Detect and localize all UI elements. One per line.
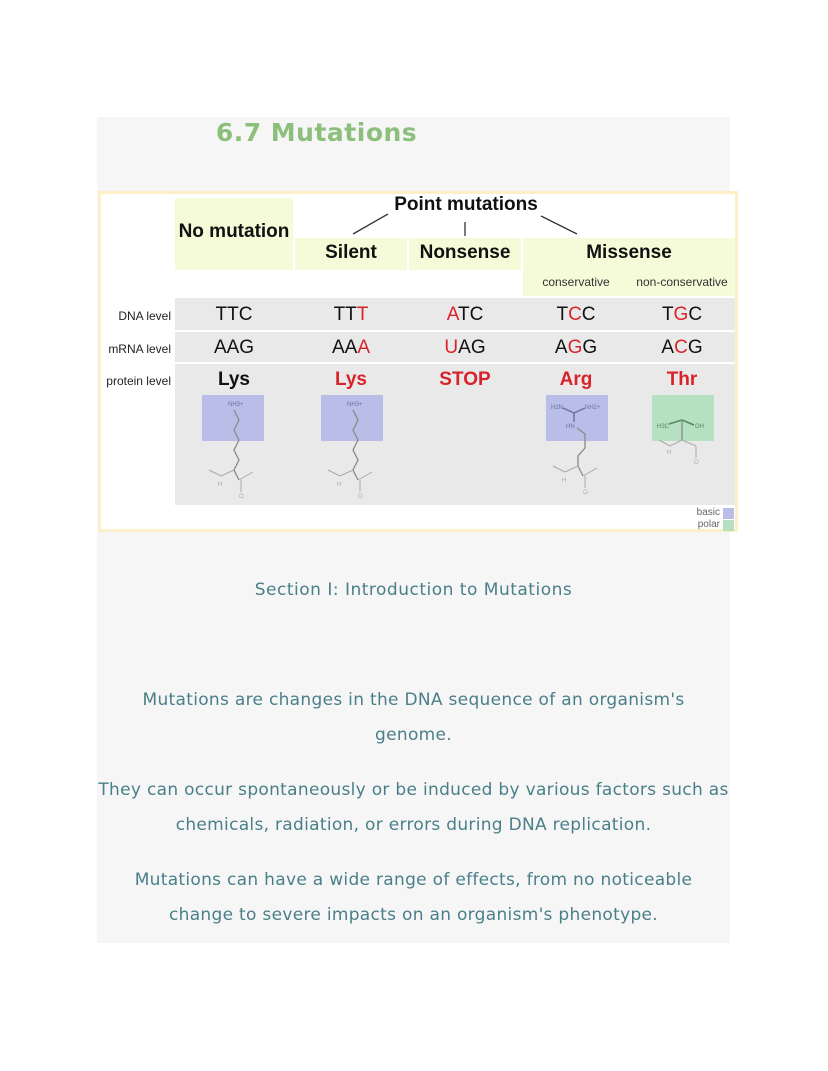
svg-text:O: O	[583, 490, 588, 496]
mrna-cell-conservative: AGG	[554, 337, 598, 358]
protein-cell-silent: Lys	[334, 369, 368, 390]
protein-cell-no-mutation: Lys	[217, 369, 251, 390]
svg-text:H: H	[562, 478, 567, 484]
legend-polar-label: polar	[697, 519, 720, 530]
paragraph-causes: They can occur spontaneously or be induced by various factors such as chemicals, radiation, or errors during DNA replication.	[98, 780, 729, 835]
svg-text:NH3+: NH3+	[347, 402, 363, 408]
mrna-cell-nonsense: UAG	[444, 337, 486, 358]
row-divider	[175, 362, 735, 364]
header-point-mutations: Point mutations	[394, 194, 538, 215]
subheader-conservative: conservative	[542, 275, 610, 289]
row-divider	[175, 330, 735, 332]
svg-text:H: H	[667, 450, 672, 456]
mutation-types-figure	[98, 191, 738, 532]
legend-basic-label: basic	[696, 507, 720, 518]
lysine-structure-icon	[320, 394, 384, 499]
mrna-cell-no-mutation: AAG	[213, 337, 255, 358]
protein-cell-non-conservative: Thr	[666, 369, 698, 390]
dna-cell-non-conservative: TGC	[661, 304, 703, 325]
dna-cell-conservative: TCC	[556, 304, 596, 325]
legend-polar-swatch	[723, 520, 734, 531]
row-label-mrna: mRNA level	[108, 342, 171, 356]
svg-text:H2N: H2N	[551, 405, 564, 411]
mrna-cell-non-conservative: ACG	[661, 337, 703, 358]
legend-basic-swatch	[723, 508, 734, 519]
lysine-structure-icon	[201, 394, 265, 499]
page-title: 6.7 Mutations	[215, 118, 418, 147]
header-silent: Silent	[325, 242, 377, 263]
row-label-dna: DNA level	[118, 309, 171, 323]
svg-text:O: O	[358, 494, 363, 499]
svg-text:H: H	[218, 482, 223, 488]
svg-text:O: O	[694, 460, 699, 466]
row-label-protein: protein level	[106, 374, 171, 388]
svg-text:H3C: H3C	[657, 424, 670, 430]
dna-cell-silent: TTT	[333, 304, 369, 325]
paragraph-effects: Mutations can have a wide range of effects, from no noticeable change to severe impacts on an organism's phenotype.	[134, 870, 693, 925]
header-nonsense: Nonsense	[419, 242, 511, 263]
svg-text:O: O	[239, 494, 244, 499]
svg-text:HN: HN	[566, 424, 575, 430]
svg-text:H: H	[337, 482, 342, 488]
branch-connector-lines	[341, 208, 671, 240]
header-missense: Missense	[586, 242, 672, 263]
threonine-structure-icon	[651, 394, 721, 474]
dna-cell-no-mutation: TTC	[215, 304, 253, 325]
protein-cell-nonsense: STOP	[439, 369, 491, 390]
protein-cell-conservative: Arg	[559, 369, 593, 390]
dna-cell-nonsense: ATC	[446, 304, 484, 325]
section-title: Section I: Introduction to Mutations	[254, 580, 573, 600]
svg-text:NH3+: NH3+	[228, 402, 244, 408]
arginine-structure-icon	[545, 394, 615, 499]
subheader-non-conservative: non-conservative	[636, 275, 728, 289]
header-no-mutation: No mutation	[178, 221, 290, 242]
svg-text:OH: OH	[695, 424, 704, 430]
svg-text:NH2+: NH2+	[585, 405, 601, 411]
paragraph-definition: Mutations are changes in the DNA sequence of an organism's genome.	[142, 690, 685, 745]
mrna-cell-silent: AAA	[331, 337, 371, 358]
